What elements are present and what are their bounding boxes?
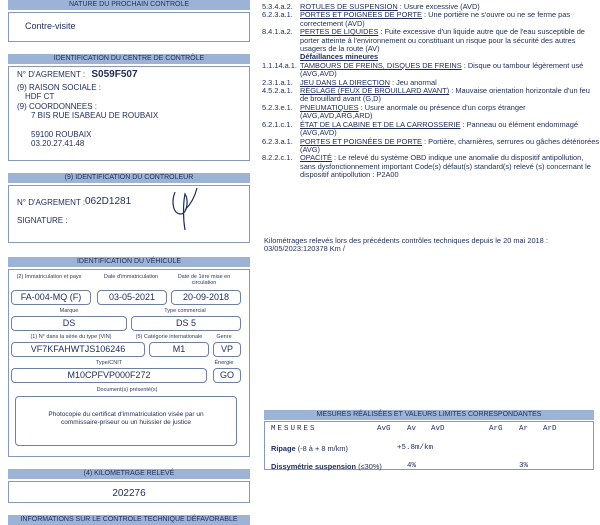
defect-code: 5.3.4.a.2. xyxy=(262,2,293,11)
address-line1: 7 BIS RUE ISABEAU DE ROUBAIX xyxy=(31,111,159,120)
docs-value: Photocopie du certificat d'immatriculation visée par un commissaire-priseur ou un huissier de justice xyxy=(15,396,237,446)
defect-text xyxy=(300,28,600,53)
defect-text xyxy=(300,104,600,121)
categorie-value: M1 xyxy=(149,342,209,357)
controller-agreement-label: N° D'AGREMENT : xyxy=(17,198,86,207)
info-header: INFORMATIONS SUR LE CONTROLE TECHNIQUE DÉFAVORABLE xyxy=(8,515,250,525)
genre-value: VP xyxy=(213,342,241,357)
raison-label: (9) RAISON SOCIALE : xyxy=(17,83,102,92)
dissymetrie-label: Dissymétrie suspension xyxy=(271,462,357,471)
vehicle-header: IDENTIFICATION DU VÉHICULE xyxy=(8,257,250,267)
measures-col-avd: AvD xyxy=(431,425,445,433)
ripage-label: Ripage xyxy=(271,444,296,453)
dissymetrie-av-value: 4% xyxy=(407,462,417,470)
ripage-limit: (-8 à + 8 m/km) xyxy=(297,444,349,453)
date-reg-label: Date d'immatriculation xyxy=(103,274,159,280)
cnit-label: Type/CNIT xyxy=(95,360,123,366)
ripage-av-value: +5.8m/km xyxy=(397,444,434,452)
energie-label: Énergie xyxy=(214,360,234,366)
measures-table xyxy=(264,421,594,470)
defect-text xyxy=(300,87,600,104)
measure-row-ripage xyxy=(271,444,348,453)
genre-label: Genre xyxy=(216,334,232,340)
right-column xyxy=(256,0,600,470)
vehicle-box xyxy=(8,269,250,457)
next-inspection-header: NATURE DU PROCHAIN CONTROLE xyxy=(8,0,250,10)
defect-code: 8.2.2.c.1. xyxy=(262,153,293,163)
measures-col-ar: Ar xyxy=(519,425,529,433)
km-value: 202276 xyxy=(112,488,146,499)
measures-col-label: MESURES xyxy=(271,425,317,433)
centre-agreement-value: S059F507 xyxy=(91,69,138,80)
defect-item xyxy=(262,62,600,79)
type-value: DS 5 xyxy=(131,316,241,331)
type-label: Type commercial xyxy=(164,308,206,314)
vin-value: VF7KFAHWTJS106246 xyxy=(11,342,145,357)
address-line2: 59100 ROUBAIX xyxy=(31,130,92,139)
next-inspection-value: Contre-visite xyxy=(25,21,76,31)
defect-description: : Le relevé du système OBD indique une anomalie du dispositif antipollution, sans dysfonctionnement important Code(s) défaut(s) standard(s) relevé (s) concernant le dispositif antipollution : P2A00 xyxy=(300,153,591,180)
defect-text xyxy=(300,62,600,79)
docs-label: Document(s) présenté(s) xyxy=(96,387,158,393)
defect-item xyxy=(262,138,600,155)
defect-description: : Usure anormale ou présence d'un corps étranger (AVG,AVD,ARG,ARD) xyxy=(300,102,526,121)
defect-description: : Jeu anormal xyxy=(389,77,437,87)
centre-box xyxy=(8,66,250,161)
defect-item xyxy=(262,11,600,28)
km-box xyxy=(8,481,250,503)
defect-code: 6.2.3.a.1. xyxy=(262,10,293,20)
defect-code: 8.4.1.a.2. xyxy=(262,27,293,37)
controller-box xyxy=(8,185,250,243)
defect-code: 6.2.3.a.1. xyxy=(262,136,293,146)
defect-code: 4.5.2.a.1. xyxy=(262,86,293,96)
reg-value: FA-004-MQ (F) xyxy=(11,290,91,305)
defect-code: 6.2.1.c.1. xyxy=(262,119,293,129)
left-column xyxy=(0,0,256,523)
raison-value: HDF CT xyxy=(25,92,55,101)
defect-text xyxy=(300,138,600,155)
defect-text xyxy=(300,121,600,138)
dissymetrie-limit: (≤30%) xyxy=(358,462,382,471)
marque-value: DS xyxy=(11,316,127,331)
defect-item xyxy=(262,28,600,53)
defect-description: : Usure excessive (AVD) xyxy=(397,2,480,11)
vin-label: (1) N° dans la série du type (VIN) xyxy=(30,334,112,340)
signature-label: SIGNATURE : xyxy=(17,216,68,225)
centre-agreement-label: N° D'AGREMENT : xyxy=(17,70,86,79)
marque-label: Marque xyxy=(59,308,79,314)
controller-header: (9) IDENTIFICATION DU CONTROLEUR xyxy=(8,173,250,183)
defect-title: PNEUMATIQUES xyxy=(300,102,359,112)
defect-heading-text: Défaillances mineures xyxy=(300,52,379,62)
coord-label: (9) COORDONNEES : xyxy=(17,102,98,111)
defect-title: JEU DANS LA DIRECTION xyxy=(300,77,390,87)
defect-title: PORTES ET POIGNÉES DE PORTE xyxy=(300,10,422,20)
date-first-label: Date de 1ère mise en circulation xyxy=(177,274,231,286)
defect-title: PORTES ET POIGNÉES DE PORTE xyxy=(300,136,422,146)
defect-description: : Mauvaise orientation horizontale d'un feu de brouillard avant (G,D) xyxy=(300,86,590,104)
centre-header: IDENTIFICATION DU CENTRE DE CONTRÔLE xyxy=(8,54,250,64)
defect-item xyxy=(262,121,600,138)
defect-text xyxy=(300,154,600,179)
defect-description: : Disque ou tambour légèrement usé (AVG,AVD) xyxy=(300,60,584,79)
defect-title: OPACITÉ xyxy=(300,153,332,163)
measures-header: MESURES RÉALISÉES ET VALEURS LIMITES CORRESPONDANTES xyxy=(264,410,594,420)
defect-code: 1.1.14.a.1. xyxy=(262,60,297,70)
controller-signature xyxy=(169,184,203,232)
km-history: Kilométrages relevés lors des précédents contrôles techniques depuis le 20 mai 2018 : 03/05/2023:120378 Km / xyxy=(264,236,548,254)
measures-col-avg: AvG xyxy=(377,425,391,433)
defect-item xyxy=(262,104,600,121)
reg-label: (2) Immatriculation et pays xyxy=(16,274,82,280)
categorie-label: (5) Catégorie internationale xyxy=(135,334,203,340)
energie-value: GO xyxy=(213,368,241,383)
cnit-value: M10CPFVP000F272 xyxy=(11,368,207,383)
centre-agreement-row xyxy=(17,70,241,79)
defect-code: 5.2.3.e.1. xyxy=(262,102,293,112)
date-reg-value: 03-05-2021 xyxy=(97,290,167,305)
defect-title: ÉTAT DE LA CABINE ET DE LA CARROSSERIE xyxy=(300,119,461,129)
defect-text xyxy=(300,11,600,28)
defect-description: : Panneau ou élément endommagé (AVG,AVD) xyxy=(300,119,578,138)
defect-description: : Fuite excessive d'un liquide autre que de l'eau susceptible de porter atteinte à l'environnement ou constituant un risque pour la sécurité des autres usagers de la route (AV) xyxy=(300,27,585,54)
defect-title: RÉGLAGE (FEUX DE BROUILLARD AVANT) xyxy=(300,86,450,96)
measures-col-av: Av xyxy=(407,425,417,433)
defect-description: : Une portière ne s'ouvre ou ne se ferme pas correctement (AVD) xyxy=(300,10,571,28)
defect-item xyxy=(262,154,600,179)
km-header: (4) KILOMETRAGE RELEVÉ xyxy=(8,469,250,479)
dissymetrie-ar-value: 3% xyxy=(519,462,529,470)
next-inspection-box xyxy=(8,12,250,42)
defect-item xyxy=(262,87,600,104)
controller-agreement-value: 062D1281 xyxy=(85,196,132,207)
defect-code: 2.3.1.a.1. xyxy=(262,77,293,87)
centre-phone: 03.20.27.41.48 xyxy=(31,139,85,148)
defect-title: PERTES DE LIQUIDES xyxy=(300,27,379,37)
defect-description: : Portière, charnières, serrures ou gâches détériorées (AVG) xyxy=(300,136,600,154)
defect-title: ROTULES DE SUSPENSION xyxy=(300,2,398,11)
date-first-value: 20-09-2018 xyxy=(171,290,241,305)
defect-title: TAMBOURS DE FREINS, DISQUES DE FREINS xyxy=(300,60,462,70)
defects-list xyxy=(256,0,600,180)
measures-col-ard: ArD xyxy=(543,425,557,433)
measures-col-arg: ArG xyxy=(489,425,503,433)
